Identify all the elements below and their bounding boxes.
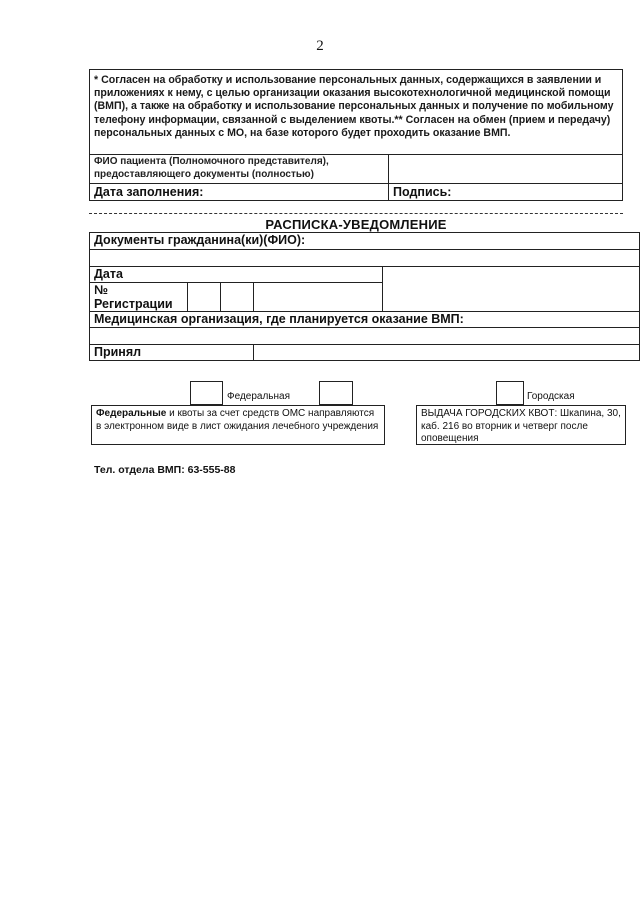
registration-box-3[interactable] bbox=[254, 283, 383, 312]
consent-text: * Согласен на обработку и использование персональных данных, содержащихся в заявлении и приложениях к нему, с целью организации оказания высокотехнологичной медицинской помощи (ВМП), а также на обработку и использование персональных данных и получение по мобильному телефону информации, связанной с выделением квоты.** Согласен на обмен (прием и передачу) персональных данных с МО, на базе которого будет проходить оказание ВМП. bbox=[89, 69, 623, 155]
signature-label: Подпись: bbox=[389, 184, 623, 201]
accepted-field[interactable] bbox=[254, 345, 640, 361]
consent-table bbox=[89, 154, 623, 201]
fill-date-label: Дата заполнения: bbox=[90, 184, 389, 201]
date-field[interactable] bbox=[383, 267, 640, 312]
city-checkbox[interactable] bbox=[496, 381, 524, 405]
med-org-label: Медицинская организация, где планируется оказание ВМП: bbox=[90, 312, 640, 328]
receipt-title: РАСПИСКА-УВЕДОМЛЕНИЕ bbox=[265, 217, 447, 232]
blank-checkbox[interactable] bbox=[319, 381, 353, 405]
documents-field[interactable] bbox=[90, 250, 640, 267]
federal-note-text: и квоты за счет средств ОМС направляются в электронном виде в лист ожидания лечебного учреждения bbox=[96, 408, 379, 432]
patient-fio-field[interactable] bbox=[389, 155, 623, 184]
registration-box-2[interactable] bbox=[220, 283, 253, 312]
number-label: № bbox=[94, 283, 108, 297]
accepted-label: Принял bbox=[90, 345, 254, 361]
registration-label: Регистрации bbox=[94, 297, 173, 311]
documents-label: Документы гражданина(ки)(ФИО): bbox=[90, 233, 640, 250]
cut-line bbox=[89, 213, 623, 214]
med-org-field[interactable] bbox=[90, 328, 640, 345]
date-label: Дата bbox=[90, 267, 383, 283]
patient-fio-label: ФИО пациента (Полномочного представителя), предоставляющего документы (полностью) bbox=[90, 155, 389, 184]
registration-number-cell bbox=[90, 283, 188, 312]
federal-label: Федеральная bbox=[227, 391, 291, 402]
city-note: ВЫДАЧА ГОРОДСКИХ КВОТ: Шкапина, 30, каб. 216 во вторник и четверг после оповещения bbox=[416, 405, 626, 445]
city-label: Городская bbox=[527, 391, 575, 402]
page-number: 2 bbox=[316, 38, 324, 54]
phone-line: Тел. отдела ВМП: 63-555-88 bbox=[94, 464, 236, 476]
receipt-table bbox=[89, 232, 640, 361]
registration-box-1[interactable] bbox=[187, 283, 220, 312]
federal-note-bold: Федеральные bbox=[96, 408, 167, 419]
federal-note bbox=[91, 405, 385, 445]
consent-block bbox=[89, 69, 623, 214]
federal-checkbox[interactable] bbox=[190, 381, 223, 405]
